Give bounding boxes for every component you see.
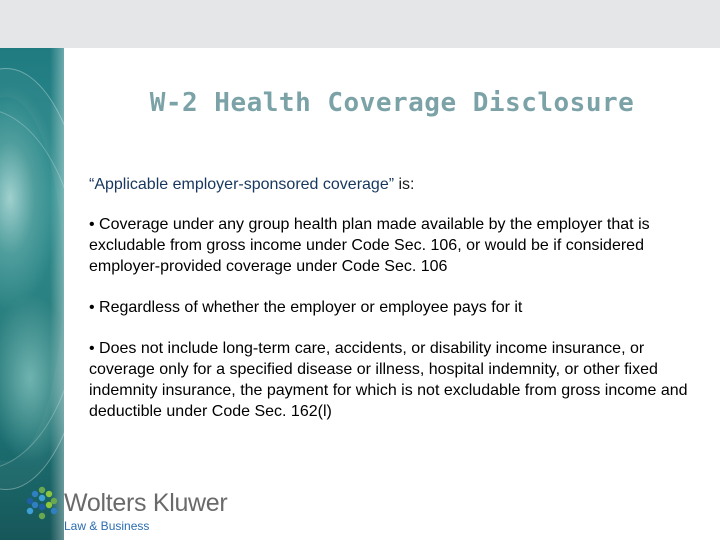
brand-division: Law & Business [64, 519, 150, 533]
wolters-kluwer-mosaic-icon [24, 485, 60, 521]
intro-suffix: is: [394, 176, 415, 193]
company-logo [20, 485, 280, 535]
globe-image [0, 48, 64, 540]
intro-line [89, 174, 694, 195]
brand-name: Wolters Kluwer [64, 489, 228, 517]
intro-term: “Applicable employer-sponsored coverage” [89, 176, 395, 193]
slide-title: W-2 Health Coverage Disclosure [149, 88, 635, 118]
slide-body [89, 174, 694, 442]
bullet-exclusions: • Does not include long-term care, accidents, or disability income insurance, or coverage only for a specified disease or illness, hospital indemnity, or other fixed indemnity insurance, the payment for which is not excludable from gross income and deductible under Code Sec. 162(l) [89, 340, 688, 420]
bullet-who-pays: • Regardless of whether the employer or employee pays for it [89, 299, 523, 316]
top-band [0, 0, 720, 48]
bullet-coverage-definition: • Coverage under any group health plan made available by the employer that is excludable from gross income under Code Sec. 106, or would be if considered employer-provided coverage under Code Sec. 106 [89, 216, 650, 275]
globe-edge-fade [50, 48, 64, 540]
